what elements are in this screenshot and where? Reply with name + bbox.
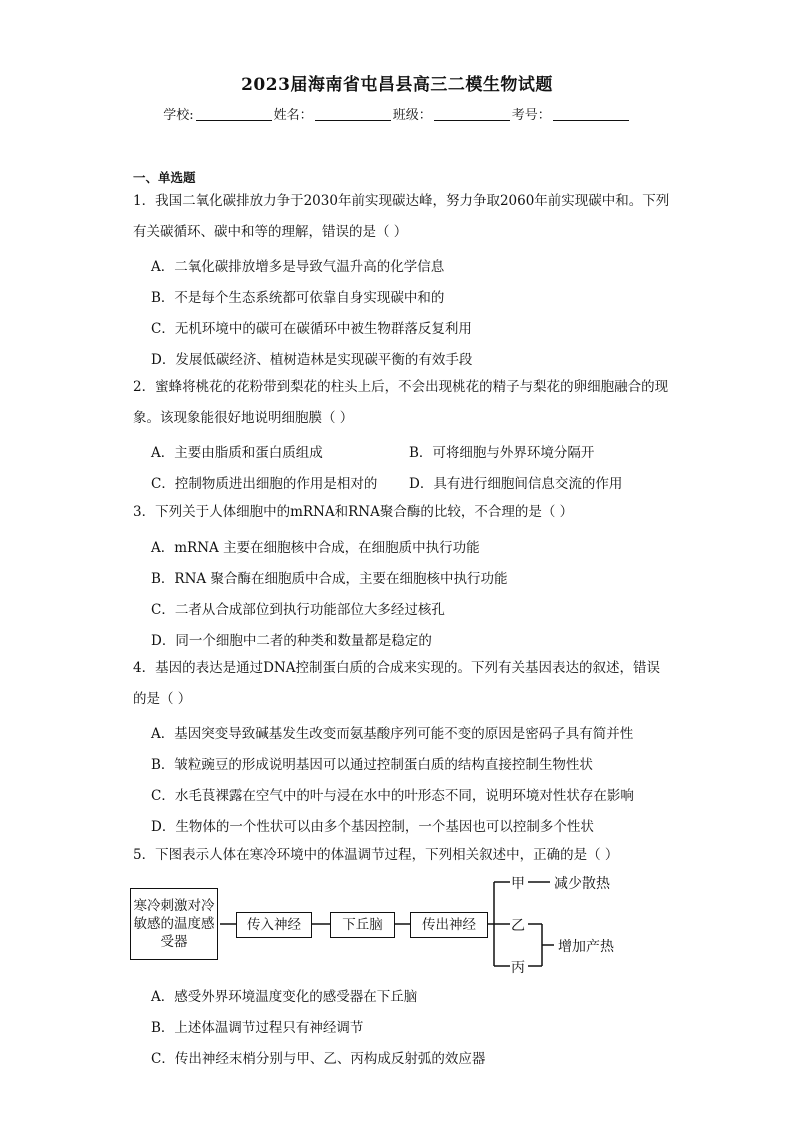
q5-option-c[interactable]: C．传出神经末梢分别与甲、乙、丙构成反射弧的效应器 xyxy=(151,1051,486,1067)
q2-option-d[interactable]: D．具有进行细胞间信息交流的作用 xyxy=(409,476,623,492)
q1-option-b[interactable]: B．不是每个生态系统都可依靠自身实现碳中和的 xyxy=(151,290,445,306)
name-label: 姓名： xyxy=(273,108,313,123)
q5-option-a[interactable]: A．感受外界环境温度变化的感受器在下丘脑 xyxy=(151,989,418,1005)
hypothalamus-box: 下丘脑 xyxy=(330,912,395,938)
class-label: 班级： xyxy=(392,108,432,123)
label-jia: 甲 xyxy=(511,876,525,892)
class-blank[interactable] xyxy=(434,108,510,121)
question-2-stem: 2．蜜蜂将桃花的花粉带到梨花的柱头上后，不会出现桃花的精子与梨花的卵细胞融合的现象。该现象能很好地说明细胞膜（ ） xyxy=(133,379,669,426)
label-bing: 丙 xyxy=(511,960,525,976)
afferent-nerve-box: 传入神经 xyxy=(236,912,312,938)
section-heading: 一、单选题 xyxy=(133,170,196,185)
q3-option-a[interactable]: A．mRNA 主要在细胞核中合成，在细胞质中执行功能 xyxy=(151,540,480,556)
q5-option-b[interactable]: B．上述体温调节过程只有神经调节 xyxy=(151,1020,364,1036)
q4-option-a[interactable]: A．基因突变导致碱基发生改变而氨基酸序列可能不变的原因是密码子具有简并性 xyxy=(151,726,634,742)
q4-option-c[interactable]: C．水毛茛裸露在空气中的叶与浸在水中的叶形态不同，说明环境对性状存在影响 xyxy=(151,788,634,804)
school-blank[interactable] xyxy=(196,108,272,121)
exam-number-label: 考号： xyxy=(511,108,551,123)
q4-option-d[interactable]: D．生物体的一个性状可以由多个基因控制，一个基因也可以控制多个性状 xyxy=(151,819,594,835)
question-4-stem: 4．基因的表达是通过DNA控制蛋白质的合成来实现的。下列有关基因表达的叙述，错误的是（ ） xyxy=(133,660,660,707)
efferent-nerve-box: 传出神经 xyxy=(410,912,488,938)
school-label: 学校: xyxy=(163,108,194,123)
label-reduce-heat-loss: 减少散热 xyxy=(554,876,610,892)
exam-number-blank[interactable] xyxy=(553,108,629,121)
question-5-stem: 5．下图表示人体在寒冷环境中的体温调节过程，下列相关叙述中，正确的是（ ） xyxy=(133,847,619,863)
q1-option-c[interactable]: C．无机环境中的碳可在碳循环中被生物群落反复利用 xyxy=(151,321,472,337)
q2-option-c[interactable]: C．控制物质进出细胞的作用是相对的 xyxy=(151,476,378,492)
exam-title: 2023届海南省屯昌县高三二模生物试题 xyxy=(241,75,553,95)
q1-option-a[interactable]: A．二氧化碳排放增多是导致气温升高的化学信息 xyxy=(151,259,445,275)
name-blank[interactable] xyxy=(315,108,391,121)
q3-option-b[interactable]: B．RNA 聚合酶在细胞质中合成，主要在细胞核中执行功能 xyxy=(151,571,508,587)
q2-option-b[interactable]: B．可将细胞与外界环境分隔开 xyxy=(409,445,595,461)
question-3-stem: 3．下列关于人体细胞中的mRNA和RNA聚合酶的比较，不合理的是（ ） xyxy=(133,504,574,520)
q3-option-c[interactable]: C．二者从合成部位到执行功能部位大多经过核孔 xyxy=(151,602,445,618)
receptor-box: 寒冷刺激对冷敏感的温度感受器 xyxy=(130,888,218,960)
label-yi: 乙 xyxy=(511,918,525,934)
q4-option-b[interactable]: B．皱粒豌豆的形成说明基因可以通过控制蛋白质的结构直接控制生物性状 xyxy=(151,757,593,773)
student-info-line xyxy=(0,104,794,123)
q1-option-d[interactable]: D．发展低碳经济、植树造林是实现碳平衡的有效手段 xyxy=(151,352,473,368)
q2-option-a[interactable]: A．主要由脂质和蛋白质组成 xyxy=(151,445,323,461)
label-increase-heat-production: 增加产热 xyxy=(558,939,614,955)
thermoregulation-diagram xyxy=(130,872,650,976)
question-1-stem: 1．我国二氧化碳排放力争于2030年前实现碳达峰，努力争取2060年前实现碳中和。下列有关碳循环、碳中和等的理解，错误的是（ ） xyxy=(133,193,670,240)
q3-option-d[interactable]: D．同一个细胞中二者的种类和数量都是稳定的 xyxy=(151,633,432,649)
